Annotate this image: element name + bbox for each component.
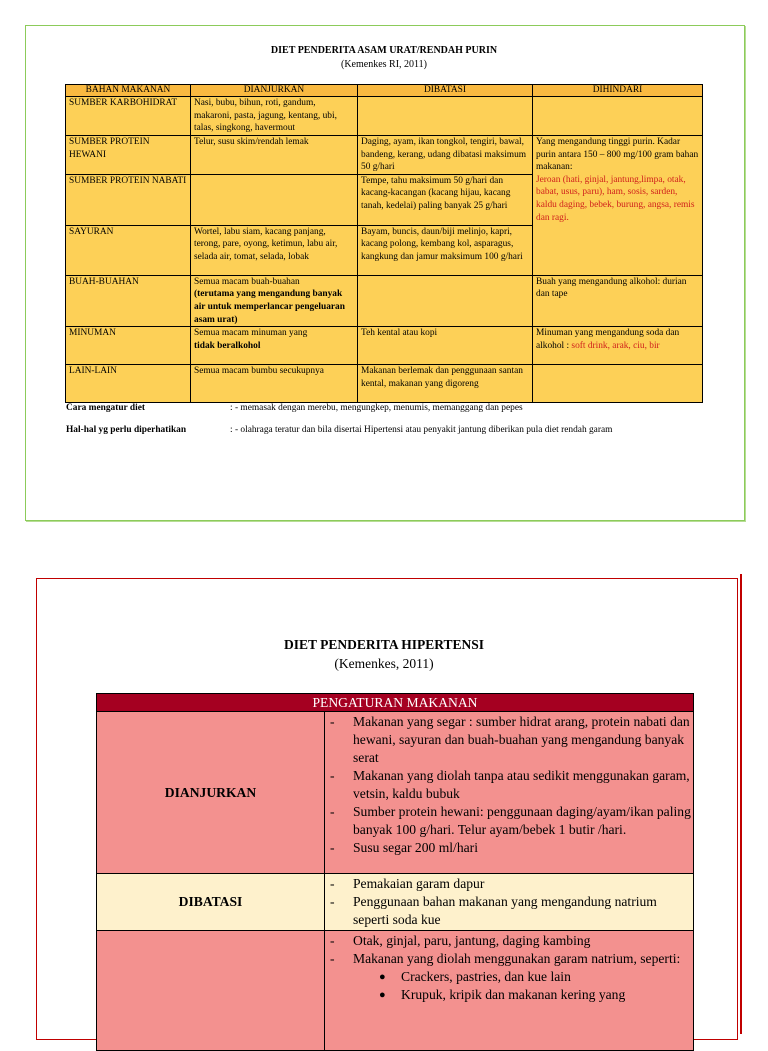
list-item-text: Penggunaan bahan makanan yang mengandung natrium seperti soda kue (353, 894, 657, 927)
dibatasi-cell: Tempe, tahu maksimum 50 g/hari dan kacang-kacangan (kacang hijau, kacang tanah, kedelai) paling banyak 25 g/hari (358, 174, 533, 225)
list-item: - Susu segar 200 ml/hari (330, 840, 478, 855)
table-header: PENGATURAN MAKANAN (97, 694, 694, 712)
list-item-text: Makanan yang diolah menggunakan garam natrium, seperti: (353, 951, 681, 966)
list-item-text: Sumber protein hewani: penggunaan daging/ayam/ikan paling banyak 100 g/hari. Telur ayam/bebek 1 butir /hari. (353, 804, 691, 837)
column-header: DIANJURKAN (191, 85, 358, 97)
table-header-row (66, 85, 703, 97)
document-title: DIET PENDERITA ASAM URAT/RENDAH PURIN (270, 45, 498, 56)
bullet-item: ● Crackers, pastries, dan kue lain (379, 969, 571, 984)
list-item: - Sumber protein hewani: penggunaan daging/ayam/ikan paling banyak 100 g/hari. Telur ayam/bebek 1 butir /hari. (330, 804, 691, 837)
list-item: - Makanan yang segar : sumber hidrat arang, protein nabati dan hewani, sayuran dan buah-buahan yang mengandung banyak serat (330, 714, 690, 765)
bullet-item: ● Krupuk, kripik dan makanan kering yang (379, 987, 626, 1002)
list-item-text: Makanan yang diolah tanpa atau sedikit menggunakan garam, vetsin, kaldu bubuk (353, 768, 690, 801)
dianjurkan-text: Semua macam minuman yang (194, 328, 308, 339)
dibatasi-cell (358, 275, 533, 326)
document-source: (Kemenkes, 2011) (334, 656, 434, 671)
dibatasi-cell: Makanan berlemak dan penggunaan santan kental, makanan yang digoreng (358, 365, 533, 403)
note-label: Cara mengatur diet (66, 403, 145, 413)
dianjurkan-cell (191, 275, 358, 326)
dihindari-cell (533, 136, 703, 276)
dianjurkan-cell: Wortel, labu siam, kacang panjang, terong, pare, oyong, ketimun, labu air, selada air, tomat, selada, lobak (191, 225, 358, 275)
list-item: - Pemakaian garam dapur (330, 876, 485, 891)
dianjurkan-bold-text: tidak beralkohol (194, 340, 261, 351)
dibatasi-cell: Daging, ayam, ikan tongkol, tengiri, bawal, bandeng, kerang, udang dibatasi maksimum 50 g/hari (358, 136, 533, 175)
category-cell: SUMBER KARBOHIDRAT (66, 97, 191, 136)
dibatasi-cell: Teh kental atau kopi (358, 327, 533, 365)
document-source: (Kemenkes RI, 2011) (341, 59, 427, 70)
list-item-text: Makanan yang segar : sumber hidrat arang, protein nabati dan hewani, sayuran dan buah-buahan yang mengandung banyak serat (353, 714, 690, 765)
column-header: BAHAN MAKANAN (66, 85, 191, 97)
category-cell (97, 931, 325, 1051)
note-value: : - memasak dengan merebu, mengungkep, menumis, memanggang dan pepes (230, 403, 523, 413)
dianjurkan-bold-text: (terutama yang mengandung banyak air untuk memperlancar pengeluaran asam urat) (194, 289, 345, 325)
dihindari-cell: Buah yang mengandung alkohol: durian dan tape (533, 275, 703, 326)
note-label: Hal-hal yg perlu diperhatikan (66, 425, 187, 435)
dihindari-cell (533, 97, 703, 136)
category-cell: SUMBER PROTEIN HEWANI (66, 136, 191, 175)
list-item-text: Susu segar 200 ml/hari (353, 840, 478, 855)
document-title: DIET PENDERITA HIPERTENSI (283, 637, 485, 652)
dihindari-cell (533, 327, 703, 365)
category-cell: LAIN-LAIN (66, 365, 191, 403)
table-header-row (97, 694, 694, 712)
table-row (66, 136, 703, 175)
dihindari-highlight-text: Jeroan (hati, ginjal, jantung,limpa, otak, babat, usus, paru), ham, sosis, sarden, kaldu daging, bebek, burung, angsa, remis dan ragi. (536, 174, 695, 223)
table-row (97, 874, 694, 931)
note-value: : - olahraga teratur dan bila disertai Hipertensi atau penyakit jantung diberikan pula diet rendah garam (230, 425, 613, 435)
list-item-text: Pemakaian garam dapur (353, 876, 485, 891)
column-header: DIHINDARI (533, 85, 703, 97)
dianjurkan-cell: Telur, susu skim/rendah lemak (191, 136, 358, 175)
bullet-item-text: Krupuk, kripik dan makanan kering yang (401, 987, 626, 1002)
hipertensi-diet-table (96, 693, 694, 1051)
dibatasi-cell: Bayam, buncis, daun/biji melinjo, kapri, kacang polong, kembang kol, asparagus, kangkung dan jamur maksimum 100 g/hari (358, 225, 533, 275)
category-cell: SUMBER PROTEIN NABATI (66, 174, 191, 225)
dihindari-text: Minuman yang mengandung soda dan alkohol : (536, 328, 680, 351)
category-cell: BUAH-BUAHAN (66, 275, 191, 326)
dihindari-text: Yang mengandung tinggi purin. Kadar purin antara 150 – 800 mg/100 gram bahan makanan: (536, 137, 699, 173)
column-header: DIBATASI (358, 85, 533, 97)
category-cell: SAYURAN (66, 225, 191, 275)
list-item-text: Otak, ginjal, paru, jantung, daging kambing (353, 933, 591, 948)
items-cell (325, 931, 694, 1051)
dianjurkan-cell (191, 327, 358, 365)
dihindari-cell (533, 365, 703, 403)
dianjurkan-cell (191, 174, 358, 225)
list-item: - Otak, ginjal, paru, jantung, daging kambing (330, 933, 591, 948)
dianjurkan-cell: Semua macam bumbu secukupnya (191, 365, 358, 403)
items-cell (325, 712, 694, 874)
items-cell (325, 874, 694, 931)
dihindari-highlight-text: soft drink, arak, ciu, bir (571, 340, 660, 351)
dibatasi-cell (358, 97, 533, 136)
table-row (66, 97, 703, 136)
purin-diet-table (65, 84, 703, 403)
category-cell: MINUMAN (66, 327, 191, 365)
table-row (97, 931, 694, 1051)
category-cell: DIANJURKAN (97, 712, 325, 874)
list-item: - Makanan yang diolah menggunakan garam natrium, seperti: (330, 951, 681, 966)
list-item: - Makanan yang diolah tanpa atau sedikit menggunakan garam, vetsin, kaldu bubuk (330, 768, 690, 801)
dianjurkan-text: Semua macam buah-buahan (194, 276, 300, 287)
bullet-item-text: Crackers, pastries, dan kue lain (401, 969, 571, 984)
table-row (97, 712, 694, 874)
dianjurkan-cell: Nasi, bubu, bihun, roti, gandum, makaroni, pasta, jagung, kentang, ubi, talas, singkong, havermout (191, 97, 358, 136)
table-row (66, 365, 703, 403)
category-cell: DIBATASI (97, 874, 325, 931)
table-row (66, 327, 703, 365)
list-item: - Penggunaan bahan makanan yang mengandung natrium seperti soda kue (330, 894, 657, 927)
table-row (66, 275, 703, 326)
